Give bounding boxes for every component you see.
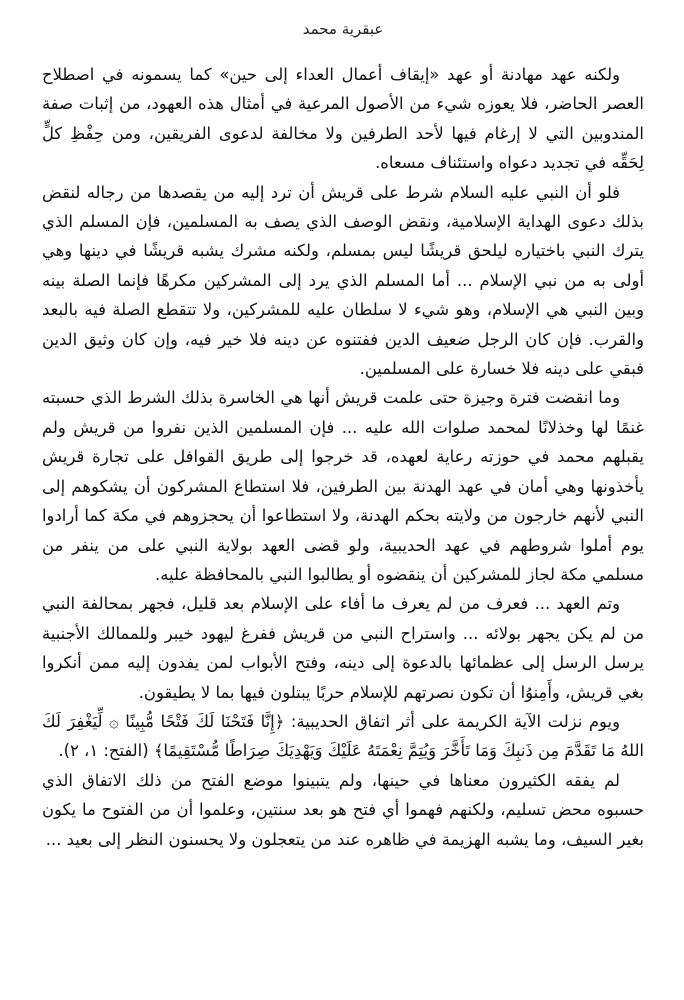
paragraph-5 (42, 707, 644, 766)
running-head: عبقرية محمد (302, 20, 384, 38)
body-text (42, 60, 644, 854)
paragraph-6: لم يفقه الكثيرون معناها في حينها، ولم يتبينوا موضع الفتح من ذلك الاتفاق الذي حسبوه محض تسليم، ولكنهم فهموا أي فتح هو بعد سنتين، وعلموا أن من الفتوح ما يكون بغير السيف، وما يشبه الهزيمة في ظاهره عند من يتعجلون ولا يحسنون النظر إلى بعيد ... (42, 770, 644, 849)
paragraph-3: وما انقضت فترة وجيزة حتى علمت قريش أنها هي الخاسرة بذلك الشرط الذي حسبته غنمًا لها وخذلانًا لمحمد صلوات الله عليه ... فإن المسلمين الذين نفروا من قريش ولم يقبلهم محمد في حوزته رعاية لعهده، قد خرجوا إلى طريق القوافل على تجارة قريش يأخذونها وهي أمان في عهد الهدنة بين الطرفين، فلا استطاع المشركون أن يشكوهم إلى النبي لأنهم خارجون من ولايته بحكم الهدنة، ولا استطاعوا أن يحجزوهم في مكة كما أرادوا يوم أملوا شروطهم في عهد الحديبية، ولو قضى العهد بولاية النبي على من ينفر من مسلمي مكة لجاز للمشركين أن ينقضوه أو يطالبوا النبي بالمحافظة عليه. (42, 388, 644, 584)
verse-citation: (الفتح: ١، ٢). (58, 741, 154, 761)
paragraph-1: ولكنه عهد مهادنة أو عهد «إيقاف أعمال العداء إلى حين» كما يسمونه في اصطلاح العصر الحاضر، فلا يعوزه شيء من الأصول المرعية في أمثال هذه العهود، من إثبات صفة المندوبين التي لا إرغام فيها لأحد الطرفين ولا مخالفة لدعوى الفريقين، ومن حِفْظِ كلٍّ لِحَقِّه في تجديد دعواه واستئناف مسعاه. (42, 65, 644, 173)
paragraph-4: وتم العهد ... فعرف من لم يعرف ما أفاء على الإسلام بعد قليل، فجهر بمحالفة النبي من لم يكن يجهر بولائه ... واستراح النبي من قريش ففرغ ليهود خيبر وللممالك الأجنبية يرسل الرسل إلى عظمائها بالدعوة إلى دينه، وفتح الأبواب لمن يفدون إليه ممن أنكروا بغي قريش، وأَمِنوُا أن تكون نصرتهم للإسلام حربًا يبتلون فيها بما لا يطيقون. (42, 594, 644, 702)
quran-verse: ﴿إِنَّا فَتَحْنَا لَكَ فَتْحًا مُّبِينًا ۞ لِّيَغْفِرَ لَكَ اللهُ مَا تَقَدَّمَ مِن ذَنبِكَ وَمَا تَأَخَّرَ وَيُتِمَّ نِعْمَتَهُ عَلَيْكَ وَيَهْدِيَكَ صِرَاطًا مُّسْتَقِيمًا﴾ (42, 711, 644, 761)
paragraph-2: فلو أن النبي عليه السلام شرط على قريش أن ترد إليه من يقصدها من رجاله لنقض بذلك دعوى الهداية الإسلامية، ونقض الوصف الذي يصف به المسلمين، فإن المسلم الذي يترك النبي باختياره ليلحق قريشًا ليس بمسلم، ولكنه مشرك يشبه قريشًا في دينها وهي أولى به من نبي الإسلام ... أما المسلم الذي يرد إلى المشركين مكرهًا فإنما الصلة بينه وبين النبي هي الإسلام، وهو شيء لا سلطان عليه للمشركين، ولا تتقطع الصلة فيه بالبعد والقرب. فإن كان الرجل ضعيف الدين ففتنوه عن دينه فلا خير فيه، وإن كان وثيق الدين فبقي على دينه فلا خسارة على المسلمين. (42, 182, 644, 379)
paragraph-5-intro: ويوم نزلت الآية الكريمة على أثر اتفاق الحديبية: (284, 711, 621, 731)
